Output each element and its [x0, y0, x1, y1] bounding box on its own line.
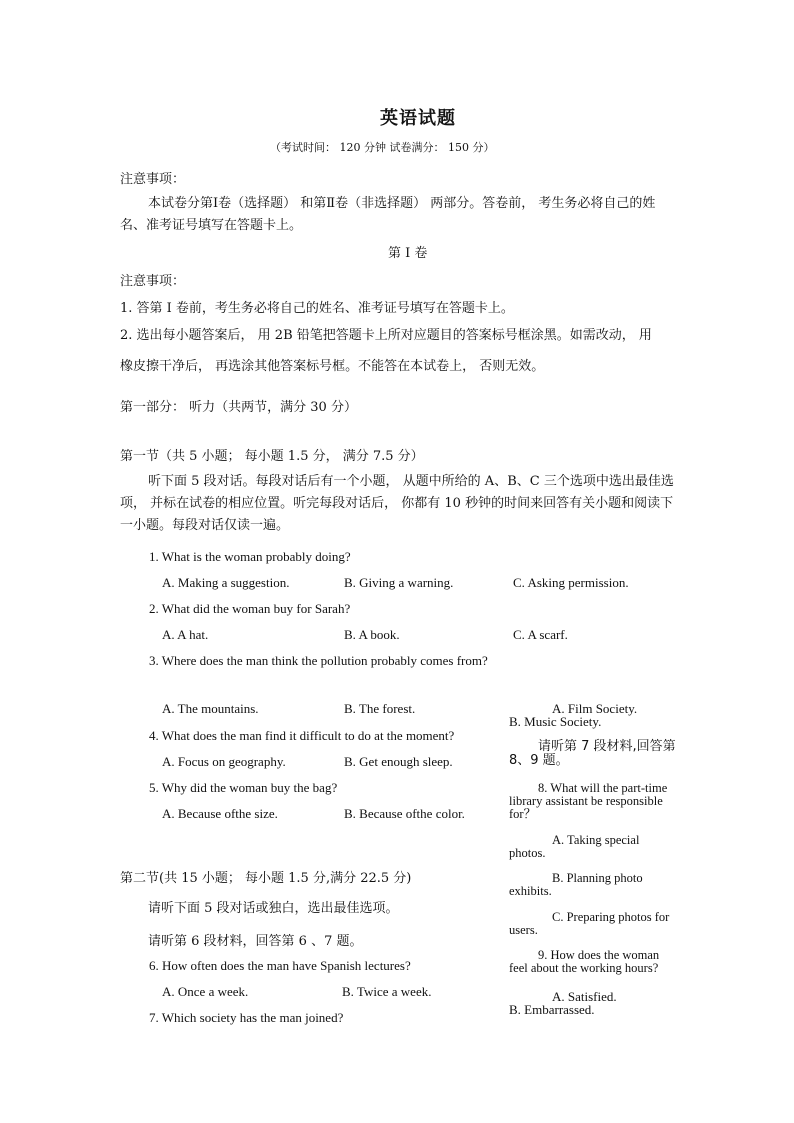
q6-option-b: B. Twice a week. [342, 984, 432, 999]
q1-option-a: A. Making a suggestion. [162, 575, 290, 590]
q4-option-a: A. Focus on geography. [162, 754, 286, 769]
q8-option-b: B. Planning photo exhibits. [509, 871, 643, 898]
q8-option-a: A. Taking special photos. [509, 833, 640, 860]
question-7: 7. Which society has the man joined? [149, 1010, 344, 1025]
q4-option-b: B. Get enough sleep. [344, 754, 453, 769]
section1-instructions: 听下面 5 段对话。每段对话后有一个小题， 从题中所给的 A、B、C 三个选项中选出最佳选项， 并标在试卷的相应位置。听完每段对话后， 你都有 10 秒钟的时间来回答有关小题和阅读下一小题。每段对话仅读一遍。 [120, 474, 674, 533]
notice-item-1: 1. 答第 Ⅰ 卷前，考生务必将自己的姓名、准考证号填写在答题卡上。 [120, 301, 514, 316]
question-5: 5. Why did the woman buy the bag? [149, 780, 338, 795]
q9-option-b: B. Embarrassed. [509, 1002, 595, 1017]
material-7-instructions: 请听第 7 段材料,回答第 8、9 题。 [509, 739, 676, 768]
notice-text: 本试卷分第Ⅰ卷（选择题） 和第Ⅱ卷（非选择题） 两部分。答卷前， 考生务必将自己的姓名、准考证号填写在答题卡上。 [120, 196, 656, 233]
q6-option-a: A. Once a week. [162, 984, 249, 999]
q1-option-b: B. Giving a warning. [344, 575, 454, 590]
q2-option-a: A. A hat. [162, 627, 209, 642]
section1-title: 第一节（共 5 小题； 每小题 1.5 分， 满分 7.5 分） [120, 449, 424, 464]
question-4: 4. What does the man find it difficult to do at the moment? [149, 728, 455, 743]
question-9: 9. How does the woman feel about the working hours? [509, 948, 660, 975]
section2-instructions: 请听下面 5 段对话或独白，选出最佳选项。 [148, 901, 399, 916]
question-2: 2. What did the woman buy for Sarah? [149, 601, 351, 616]
question-6: 6. How often does the man have Spanish lectures? [149, 958, 411, 973]
volume-notice-heading: 注意事项： [120, 274, 186, 289]
exam-info: （考试时间： 120 分钟 试卷满分： 150 分） [270, 141, 495, 154]
q3-option-b: B. The forest. [344, 701, 416, 716]
question-3: 3. Where does the man think the pollution probably comes from? [149, 653, 488, 668]
volume-title: 第 Ⅰ 卷 [388, 246, 428, 261]
q9-option-a: A. Satisfied. [552, 989, 617, 1004]
question-1: 1. What is the woman probably doing? [149, 549, 351, 564]
q7-option-a: A. Film Society. [552, 701, 638, 716]
question-8: 8. What will the part-time library assistant be responsible for？ [509, 781, 668, 821]
q2-option-c: C. A scarf. [513, 627, 568, 642]
q5-option-a: A. Because ofthe size. [162, 806, 278, 821]
section2-title: 第二节(共 15 小题； 每小题 1.5 分,满分 22.5 分) [120, 871, 412, 886]
notice-heading: 注意事项： [120, 172, 186, 187]
q2-option-b: B. A book. [344, 627, 400, 642]
q3-option-a: A. The mountains. [162, 701, 259, 716]
q7-option-b: B. Music Society. [509, 714, 602, 729]
q8-option-c: C. Preparing photos for users. [509, 910, 670, 937]
notice-item-2-line-1: 2. 选出每小题答案后， 用 2B 铅笔把答题卡上所对应题目的答案标号框涂黑。如需改动， 用 [120, 328, 652, 343]
part1-title: 第一部分： 听力（共两节，满分 30 分） [120, 400, 357, 415]
material-6-instructions: 请听第 6 段材料，回答第 6 、7 题。 [148, 934, 363, 949]
notice-item-2-line-2: 橡皮擦干净后， 再选涂其他答案标号框。不能答在本试卷上， 否则无效。 [120, 359, 545, 374]
page-title: 英语试题 [380, 108, 456, 129]
q1-option-c: C. Asking permission. [513, 575, 629, 590]
q5-option-b: B. Because ofthe color. [344, 806, 465, 821]
